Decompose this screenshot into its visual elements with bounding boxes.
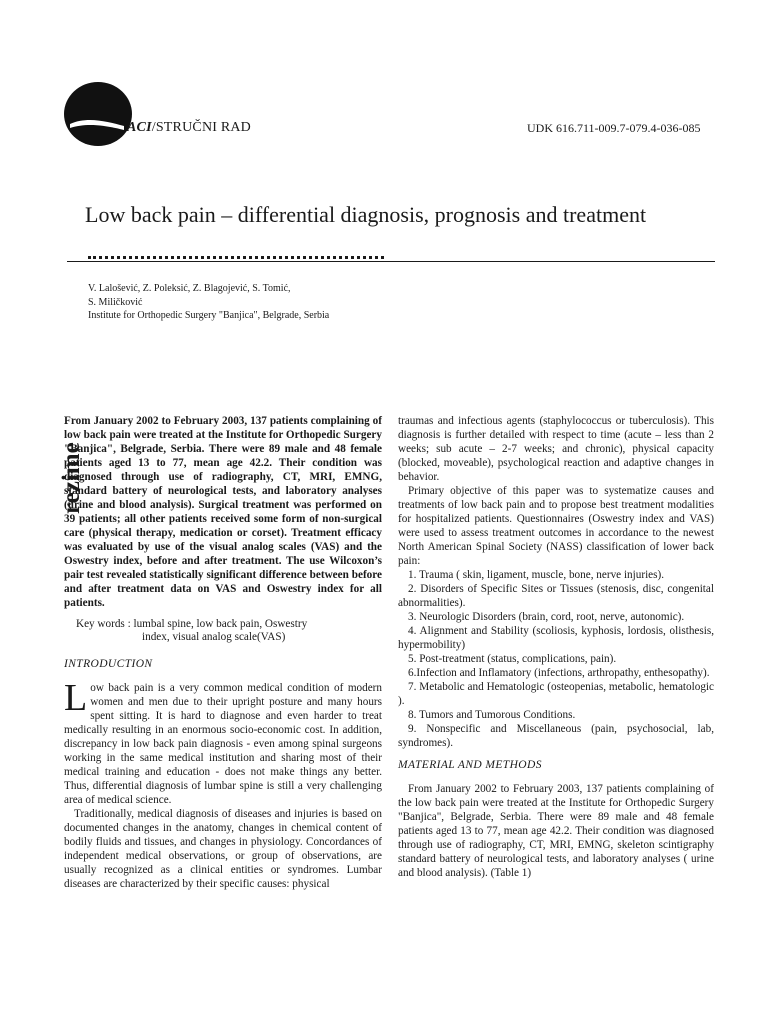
list-item: 8. Tumors and Tumorous Conditions. (408, 709, 576, 721)
list-item: 6.Infection and Inflamatory (infections, arthropathy, enthesopathy). (408, 667, 710, 679)
authors-line-2: S. Miličković (88, 296, 143, 308)
journal-logo-icon (62, 80, 152, 150)
intro-paragraph-1-text: ow back pain is a very common medical condition of modern women and men due to their upright posture and many hours spent sitting. It is hard to diagnose and even harder to treat medically resulting in an enormous socio-economic cost. In addition, discrepancy in low back pain diagnosis - even among spinal surgeons working in the same medical institution and sharing most of their medical training and education - does not make things any better. Thus, differential diagnosis of lumbar spine is still a very challenging area of medical science. (64, 681, 382, 806)
author-block (88, 282, 408, 323)
section-heading-methods: MATERIAL AND METHODS (398, 759, 542, 771)
authors-line-1: V. Lalošević, Z. Poleksić, Z. Blagojević, S. Tomić, (88, 283, 291, 294)
right-column (398, 414, 714, 880)
title-rule (67, 261, 715, 262)
left-column (64, 414, 382, 891)
journal-section-label: /STRUČNI RAD (151, 120, 251, 135)
intro-paragraph-4: Primary objective of this paper was to systematize causes and treatments of low back pain and to propose best treatment modalities for hospitalized patients. Questionnaires (Oswestry index and VAS) were used to assess treatment outcomes in accordance to the newest North American Spinal Society (NASS) classification of lower back pain: (398, 485, 714, 567)
drop-cap: L (64, 676, 88, 719)
intro-paragraph-3: traumas and infectious agents (staphylococcus or tuberculosis). This diagnosis is further detailed with respect to time (acute – less than 2 weeks; sub acute – 2-7 weeks; and chronic), physical capacity (blocked, moveable), psychological reaction and adaptive changes in behavior. (398, 415, 714, 483)
logo-mark: ACI (127, 120, 152, 135)
list-item: 2. Disorders of Specific Sites or Tissues (stenosis, disc, congenital abnormalities). (398, 583, 714, 609)
list-item: 5. Post-treatment (status, complications, pain). (408, 653, 617, 665)
list-item: 1. Trauma ( skin, ligament, muscle, bone, nerve injuries). (408, 569, 665, 581)
journal-section (127, 120, 251, 136)
keywords-line-1: Key words : lumbal spine, low back pain, Oswestry (76, 618, 308, 630)
affiliation: Institute for Orthopedic Surgery "Banjica", Belgrade, Serbia (88, 310, 330, 321)
methods-paragraph-1: From January 2002 to February 2003, 137 patients complaining of the low back pain were treated at the Institute for Orthopedic Surgery "Banjica", Belgrade, Serbia. There were 89 male and 48 female patients aged 13 to 77, mean age 42.2. Their condition was diagnosed through use of radiography, CT, MRI, EMNG, skeleton scintigraphy standard battery of neurological tests, and laboratory analyses ( urine and blood analysis). (Table 1) (398, 783, 714, 879)
list-item: 9. Nonspecific and Miscellaneous (pain, psychosocial, lab, syndromes). (398, 723, 714, 749)
keywords-line-2: index, visual analog scale(VAS) (142, 631, 286, 644)
abstract-side-label-text: rezime (58, 442, 85, 514)
journal-logo (62, 80, 152, 150)
section-heading-introduction: INTRODUCTION (64, 657, 153, 670)
intro-paragraph-2: Traditionally, medical diagnosis of diseases and injuries is based on documented changes in the anatomy, changes in chemical content of bodily fluids and tissues, and changes in physiology. Concordances of independent medical observations, or group of observations, are usually recognized as a clinical entities or syndromes. Lumbar diseases are characterized by their specific causes: physical (64, 807, 382, 890)
abstract-text: From January 2002 to February 2003, 137 patients complaining of low back pain were treated at the Institute for Orthopedic Surgery "Banjica", Belgrade, Serbia. There were 89 male and 48 female patients aged 13 to 77, mean age 42.2. Their condition was diagnosed through use of radiography, CT, MRI, EMNG, standard battery of neurological tests, and laboratory analyses (urine and blood analysis). Surgical treatment was performed on 39 patients; all other patients received some form of non-surgical care (physical therapy, medication or corset). Treatment efficacy was evaluated by use of the visual analog scales (VAS) and the Oswestry index, before and after treatment. The use Wilcoxon’s pair test revealed statistically significant difference between before and after treatment data on VAS and Oswestry index for all patients. (64, 415, 382, 609)
intro-paragraph-1 (64, 676, 382, 807)
keywords (64, 618, 382, 645)
list-item: 3. Neurologic Disorders (brain, cord, root, nerve, autonomic). (408, 611, 685, 623)
udk-code: UDK 616.711-009.7-079.4-036-085 (527, 121, 701, 135)
list-item: 4. Alignment and Stability (scoliosis, kyphosis, lordosis, olisthesis, hypermobility) (398, 625, 714, 651)
article-title: Low back pain – differential diagnosis, prognosis and treatment (85, 202, 647, 227)
nass-classification-list (398, 568, 714, 750)
list-item: 7. Metabolic and Hematologic (osteopenias, metabolic, hematologic ). (398, 681, 714, 707)
